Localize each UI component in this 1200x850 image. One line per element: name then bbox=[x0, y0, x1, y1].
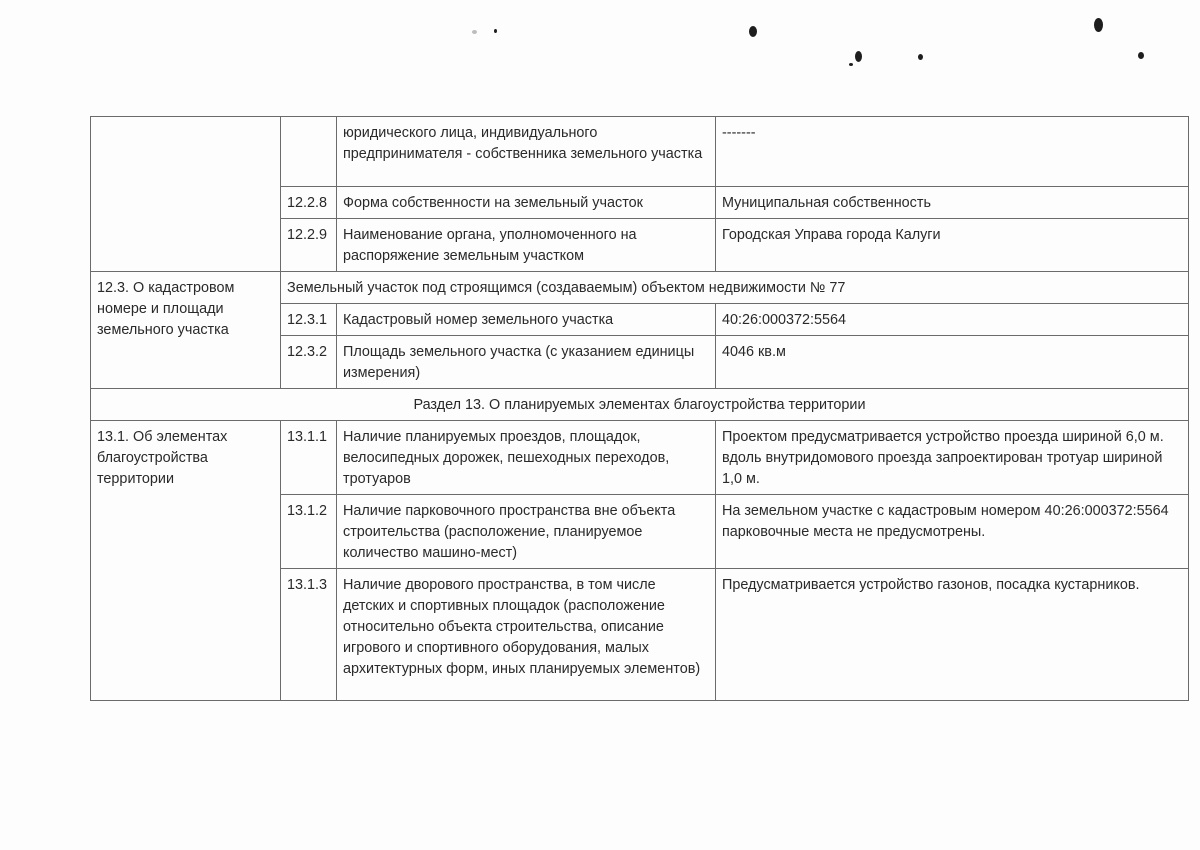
item-number-cell bbox=[281, 569, 337, 701]
item-label: Наименование органа, уполномоченного на распоряжение земельным участком bbox=[343, 227, 637, 264]
section-12-3-label-cell bbox=[91, 272, 281, 389]
item-value-cell bbox=[716, 117, 1189, 187]
table-row bbox=[91, 272, 1189, 304]
land-area: 4046 кв.м bbox=[722, 344, 786, 360]
item-number: 13.1.1 bbox=[287, 429, 328, 445]
item-label-cell bbox=[337, 117, 716, 187]
section-12-2-label-cell bbox=[91, 117, 281, 272]
item-label-cell bbox=[337, 336, 716, 389]
item-label: Наличие планируемых проездов, площадок, велосипедных дорожек, пешеходных переходов, тротуаров bbox=[343, 429, 670, 487]
section-13-heading-cell bbox=[91, 389, 1189, 421]
scan-speck bbox=[855, 51, 862, 62]
item-label: Наличие парковочного пространства вне объекта строительства (расположение, планируемое количество машино-мест) bbox=[343, 503, 676, 561]
scan-speck bbox=[749, 26, 757, 37]
subheader-text: Земельный участок под строящимся (создаваемым) объектом недвижимости № 77 bbox=[287, 280, 846, 296]
scan-speck bbox=[472, 30, 477, 34]
item-number: 12.3.2 bbox=[287, 344, 328, 360]
item-label: Наличие дворового пространства, в том числе детских и спортивных площадок (расположение относительно объекта строительства, описание игрового и спортивного оборудования, малых архитектурных форм, иных планируемых элементов) bbox=[343, 577, 701, 677]
project-declaration-table bbox=[90, 116, 1189, 701]
scan-speck bbox=[1138, 52, 1144, 59]
item-number-cell bbox=[281, 336, 337, 389]
item-value-cell bbox=[716, 569, 1189, 701]
item-value-cell bbox=[716, 495, 1189, 569]
section-label: 12.3. О кадастровом номере и площади земельного участка bbox=[97, 280, 235, 338]
item-value: Предусматривается устройство газонов, посадка кустарников. bbox=[722, 577, 1140, 593]
cadastral-number: 40:26:000372:5564 bbox=[722, 312, 847, 328]
item-number-cell bbox=[281, 219, 337, 272]
item-label-cell bbox=[337, 421, 716, 495]
scan-speck bbox=[1094, 18, 1103, 32]
item-number: 13.1.3 bbox=[287, 577, 328, 593]
item-value: Проектом предусматривается устройство проезда шириной 6,0 м. вдоль внутридомового проезда запроектирован тротуар шириной 1,0 м. bbox=[722, 429, 1164, 487]
item-value: ------- bbox=[722, 125, 756, 141]
item-label: Кадастровый номер земельного участка bbox=[343, 312, 614, 328]
item-value-cell bbox=[716, 219, 1189, 272]
item-value-cell bbox=[716, 421, 1189, 495]
scan-speck bbox=[494, 29, 497, 33]
section-13-1-label-cell bbox=[91, 421, 281, 701]
item-number-cell bbox=[281, 495, 337, 569]
item-number-cell bbox=[281, 304, 337, 336]
item-number-cell bbox=[281, 421, 337, 495]
item-label-cell bbox=[337, 569, 716, 701]
section-heading: Раздел 13. О планируемых элементах благоустройства территории bbox=[413, 397, 866, 413]
scan-speck bbox=[918, 54, 923, 60]
item-number-cell bbox=[281, 117, 337, 187]
section-label: 13.1. Об элементах благоустройства территории bbox=[97, 429, 228, 487]
item-number: 12.2.9 bbox=[287, 227, 328, 243]
item-value: На земельном участке с кадастровым номером 40:26:000372:5564 парковочные места не предусмотрены. bbox=[722, 503, 1169, 540]
item-label-cell bbox=[337, 304, 716, 336]
item-value: Городская Управа города Калуги bbox=[722, 227, 941, 243]
item-label: Площадь земельного участка (с указанием единицы измерения) bbox=[343, 344, 695, 381]
item-value: Муниципальная собственность bbox=[722, 195, 931, 211]
item-value-cell bbox=[716, 336, 1189, 389]
item-label: юридического лица, индивидуального предпринимателя - собственника земельного участка bbox=[343, 125, 703, 162]
item-label-cell bbox=[337, 187, 716, 219]
item-number: 13.1.2 bbox=[287, 503, 328, 519]
item-number: 12.2.8 bbox=[287, 195, 328, 211]
item-number: 12.3.1 bbox=[287, 312, 328, 328]
item-value-cell bbox=[716, 187, 1189, 219]
item-label-cell bbox=[337, 495, 716, 569]
table-row bbox=[91, 421, 1189, 495]
scan-speck bbox=[849, 63, 853, 66]
item-label: Форма собственности на земельный участок bbox=[343, 195, 643, 211]
table-row bbox=[91, 117, 1189, 187]
section-12-3-subheader-cell bbox=[281, 272, 1189, 304]
item-value-cell bbox=[716, 304, 1189, 336]
item-number-cell bbox=[281, 187, 337, 219]
item-label-cell bbox=[337, 219, 716, 272]
table-row bbox=[91, 389, 1189, 421]
